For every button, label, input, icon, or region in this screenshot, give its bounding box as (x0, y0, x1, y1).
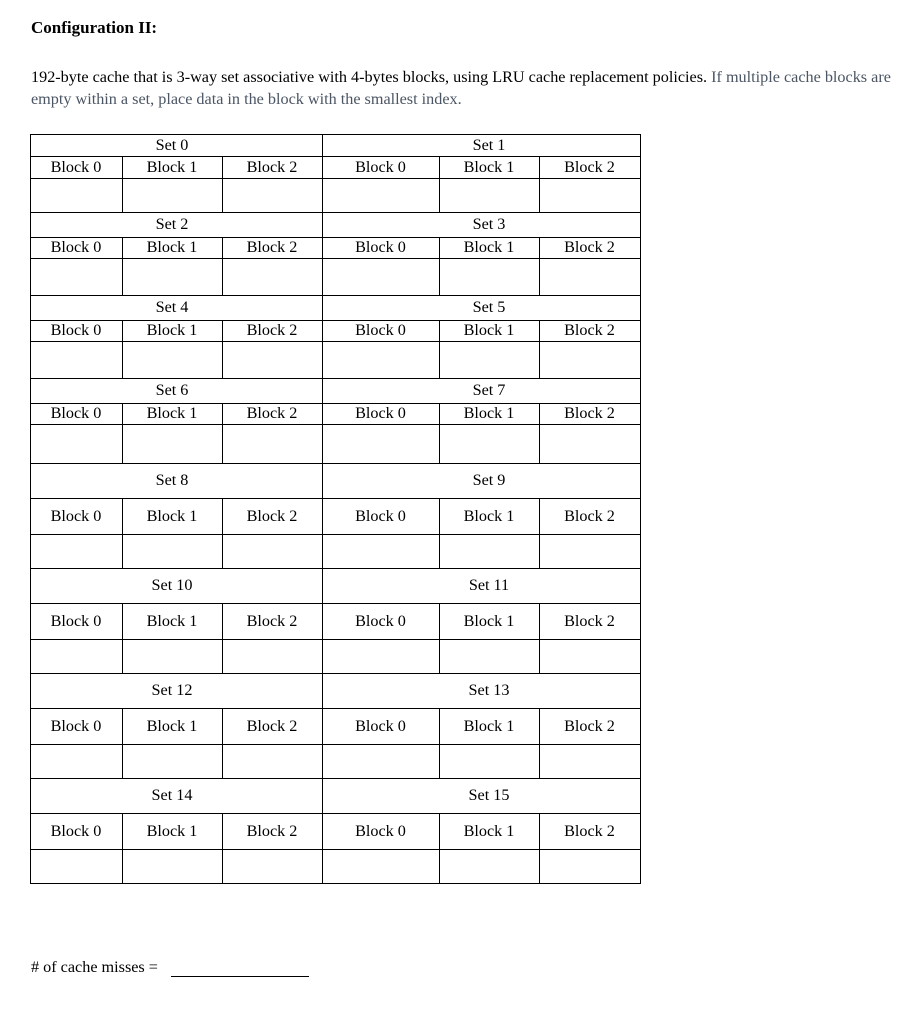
block-data-cell[interactable] (539, 258, 640, 295)
set-label: Set 6 (155, 381, 189, 399)
block-data-cell[interactable] (222, 849, 322, 883)
block-header: Block 2 (246, 611, 298, 630)
block-data-cell[interactable] (30, 534, 122, 568)
block-header: Block 1 (146, 321, 198, 339)
block-header: Block 0 (50, 506, 102, 525)
block-data-cell[interactable] (439, 178, 539, 212)
block-header: Block 0 (50, 716, 102, 735)
block-data-cell[interactable] (539, 639, 640, 673)
block-header: Block 0 (50, 321, 102, 339)
block-header: Block 2 (564, 321, 615, 339)
block-data-cell[interactable] (222, 744, 322, 778)
cache-misses-answer-blank[interactable] (171, 958, 309, 977)
block-header: Block 0 (50, 404, 102, 422)
block-data-cell[interactable] (222, 178, 322, 212)
block-header: Block 1 (463, 238, 515, 256)
block-data-cell[interactable] (439, 639, 539, 673)
table-rule (640, 212, 641, 296)
table-rule (640, 134, 641, 213)
block-header: Block 1 (146, 157, 198, 176)
block-data-cell[interactable] (122, 341, 222, 378)
table-rule (640, 463, 641, 569)
cache-misses-field (31, 958, 309, 977)
set-label: Set 10 (151, 576, 193, 594)
cache-table (30, 134, 641, 884)
block-header: Block 0 (355, 611, 406, 630)
block-data-cell[interactable] (122, 178, 222, 212)
block-header: Block 1 (463, 506, 515, 525)
block-header: Block 2 (564, 821, 615, 840)
block-data-cell[interactable] (222, 639, 322, 673)
block-header: Block 2 (564, 238, 615, 256)
block-data-cell[interactable] (322, 341, 439, 378)
table-rule (640, 673, 641, 779)
block-data-cell[interactable] (322, 639, 439, 673)
block-header: Block 1 (463, 716, 515, 735)
block-data-cell[interactable] (439, 424, 539, 463)
block-header: Block 0 (355, 821, 406, 840)
set-label: Set 14 (151, 786, 193, 804)
block-header: Block 0 (355, 716, 406, 735)
block-data-cell[interactable] (122, 744, 222, 778)
block-header: Block 2 (564, 506, 615, 525)
set-label: Set 7 (472, 381, 506, 399)
problem-description (31, 66, 901, 110)
block-header: Block 2 (246, 821, 298, 840)
block-header: Block 0 (50, 238, 102, 256)
cache-misses-label: # of cache misses = (31, 958, 158, 976)
table-rule (30, 883, 641, 884)
block-data-cell[interactable] (322, 178, 439, 212)
block-data-cell[interactable] (539, 849, 640, 883)
block-header: Block 0 (355, 404, 406, 422)
block-data-cell[interactable] (122, 849, 222, 883)
block-data-cell[interactable] (539, 534, 640, 568)
block-header: Block 1 (146, 821, 198, 840)
table-rule (640, 568, 641, 674)
set-label: Set 9 (472, 471, 506, 489)
block-header: Block 2 (564, 716, 615, 735)
block-data-cell[interactable] (539, 424, 640, 463)
block-data-cell[interactable] (322, 744, 439, 778)
block-header: Block 1 (463, 404, 515, 422)
block-header: Block 2 (246, 321, 298, 339)
block-header: Block 2 (564, 611, 615, 630)
block-header: Block 1 (463, 611, 515, 630)
block-data-cell[interactable] (322, 849, 439, 883)
block-header: Block 1 (463, 821, 515, 840)
block-data-cell[interactable] (439, 258, 539, 295)
page-title: Configuration II: (31, 18, 158, 37)
block-data-cell[interactable] (30, 639, 122, 673)
block-data-cell[interactable] (439, 849, 539, 883)
set-label: Set 3 (472, 215, 506, 233)
block-data-cell[interactable] (222, 534, 322, 568)
block-header: Block 1 (146, 506, 198, 525)
block-data-cell[interactable] (539, 341, 640, 378)
block-header: Block 0 (355, 321, 406, 339)
block-data-cell[interactable] (30, 744, 122, 778)
block-header: Block 0 (355, 506, 406, 525)
block-data-cell[interactable] (30, 424, 122, 463)
block-data-cell[interactable] (322, 258, 439, 295)
set-label: Set 2 (155, 215, 189, 233)
block-data-cell[interactable] (439, 534, 539, 568)
block-header: Block 1 (463, 157, 515, 176)
set-label: Set 1 (472, 135, 506, 154)
block-data-cell[interactable] (222, 258, 322, 295)
description-note: If multiple cache blocks are empty within a set, place data in the block with the smallest index. (31, 68, 891, 108)
block-data-cell[interactable] (222, 341, 322, 378)
block-header: Block 0 (50, 611, 102, 630)
block-header: Block 2 (246, 238, 298, 256)
set-label: Set 4 (155, 298, 189, 316)
table-rule (640, 778, 641, 884)
block-data-cell[interactable] (539, 744, 640, 778)
block-header: Block 1 (463, 321, 515, 339)
set-label: Set 12 (151, 681, 193, 699)
set-label: Set 0 (155, 135, 189, 154)
block-header: Block 1 (146, 404, 198, 422)
table-rule (640, 295, 641, 379)
block-data-cell[interactable] (30, 178, 122, 212)
block-header: Block 1 (146, 238, 198, 256)
block-header: Block 0 (355, 157, 406, 176)
block-data-cell[interactable] (539, 178, 640, 212)
table-rule (640, 378, 641, 464)
block-data-cell[interactable] (439, 744, 539, 778)
block-header: Block 2 (564, 404, 615, 422)
block-data-cell[interactable] (30, 341, 122, 378)
set-label: Set 5 (472, 298, 506, 316)
set-label: Set 13 (468, 681, 510, 699)
block-data-cell[interactable] (30, 849, 122, 883)
block-header: Block 0 (50, 157, 102, 176)
set-label: Set 11 (468, 576, 510, 594)
block-header: Block 2 (564, 157, 615, 176)
block-data-cell[interactable] (439, 341, 539, 378)
block-data-cell[interactable] (122, 258, 222, 295)
block-header: Block 1 (146, 716, 198, 735)
block-header: Block 2 (246, 157, 298, 176)
block-data-cell[interactable] (122, 639, 222, 673)
block-header: Block 1 (146, 611, 198, 630)
block-header: Block 2 (246, 506, 298, 525)
block-data-cell[interactable] (122, 424, 222, 463)
block-data-cell[interactable] (222, 424, 322, 463)
description-text: 192-byte cache that is 3-way set associative with 4-bytes blocks, using LRU cache replacement policies. (31, 68, 712, 86)
block-header: Block 0 (50, 821, 102, 840)
block-header: Block 2 (246, 404, 298, 422)
block-data-cell[interactable] (30, 258, 122, 295)
set-label: Set 15 (468, 786, 510, 804)
set-label: Set 8 (155, 471, 189, 489)
block-header: Block 2 (246, 716, 298, 735)
block-data-cell[interactable] (122, 534, 222, 568)
block-data-cell[interactable] (322, 424, 439, 463)
block-data-cell[interactable] (322, 534, 439, 568)
block-header: Block 0 (355, 238, 406, 256)
